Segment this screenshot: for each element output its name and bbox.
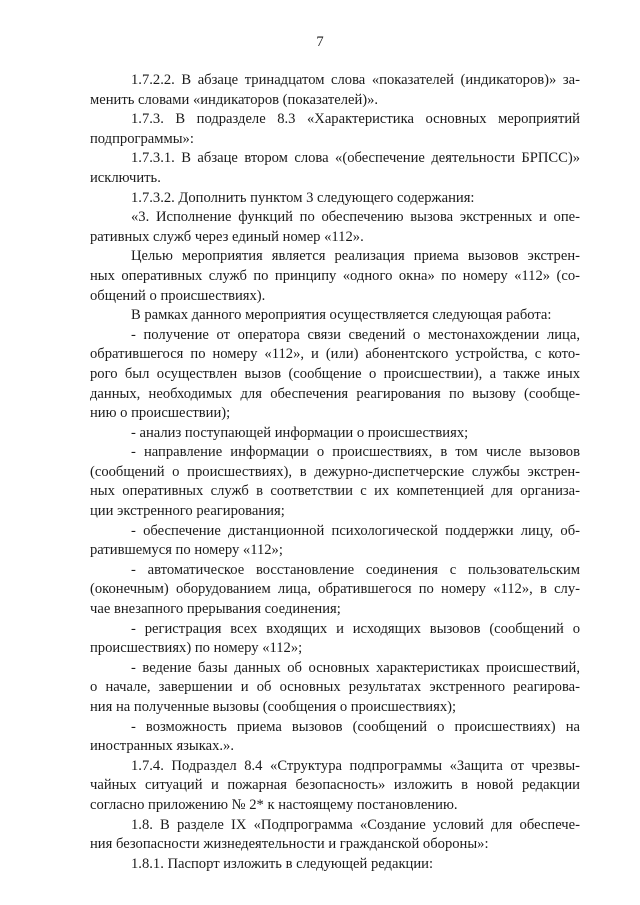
text-line: данных, необходимых для обеспечения реагирования по вызову (сообще- xyxy=(90,385,580,402)
text-line: - направление информации о происшествиях, в том числе вызовов xyxy=(131,444,580,461)
paragraph xyxy=(90,522,580,561)
text-line: - регистрация всех входящих и исходящих вызовов (сообщений о xyxy=(131,620,580,637)
paragraph xyxy=(90,326,580,424)
paragraph xyxy=(90,149,580,188)
text-line: ративных служб через единый номер «112». xyxy=(90,228,364,245)
text-line: - получение от оператора связи сведений о местонахождении лица, xyxy=(131,326,580,343)
paragraph xyxy=(90,247,580,306)
text-line: 1.8.1. Паспорт изложить в следующей редакции: xyxy=(131,855,434,872)
paragraph xyxy=(90,208,580,247)
text-line: чае внезапного прерывания соединения; xyxy=(90,601,341,618)
page-number: 7 xyxy=(316,34,324,50)
text-line: обратившегося по номеру «112», и (или) абонентского устройства, с кото- xyxy=(90,346,580,363)
text-line: рого был осуществлен вызов (сообщение о происшествии), а также иных xyxy=(90,365,580,382)
paragraph xyxy=(90,620,580,659)
text-line: 1.7.4. Подраздел 8.4 «Структура подпрограммы «Защита от чрезвы- xyxy=(131,757,580,774)
text-line: (сообщений о происшествиях), в дежурно-диспетчерские службы экстрен- xyxy=(90,463,580,480)
text-line: «3. Исполнение функций по обеспечению вызова экстренных и опе- xyxy=(131,209,580,226)
text-line: 1.7.2.2. В абзаце тринадцатом слова «показателей (индикаторов)» за- xyxy=(131,72,580,88)
text-line: В рамках данного мероприятия осуществляется следующая работа: xyxy=(131,307,552,324)
paragraph xyxy=(90,189,580,209)
text-line: 1.8. В разделе IX «Подпрограмма «Создание условий для обеспече- xyxy=(131,816,580,833)
paragraph xyxy=(90,110,580,149)
text-line: чайных ситуаций и пожарная безопасность» изложить в новой редакции xyxy=(90,777,580,794)
text-line: - автоматическое восстановление соединения с пользовательским xyxy=(131,561,580,578)
text-line: общений о происшествиях). xyxy=(90,287,266,304)
text-line: 1.7.3.1. В абзаце втором слова «(обеспечение деятельности БРПСС)» xyxy=(131,150,580,167)
paragraph xyxy=(90,424,580,444)
paragraph xyxy=(90,816,580,855)
paragraph xyxy=(90,71,580,110)
text-line: подпрограммы»: xyxy=(90,130,194,147)
paragraph xyxy=(90,659,580,718)
text-line: ния на полученные вызовы (сообщения о происшествиях); xyxy=(90,699,457,715)
text-line: (оконечным) оборудованием лица, обратившегося по номеру «112», в слу- xyxy=(90,581,580,598)
text-line: иностранных языках.». xyxy=(90,738,234,755)
paragraph xyxy=(90,561,580,620)
paragraph xyxy=(90,443,580,521)
text-line: ратившемуся по номеру «112»; xyxy=(90,542,283,559)
text-line: - анализ поступающей информации о происшествиях; xyxy=(131,424,469,441)
text-line: - обеспечение дистанционной психологической поддержки лицу, об- xyxy=(131,522,580,539)
paragraph xyxy=(90,757,580,816)
text-line: о начале, завершении и об основных результатах экстренного реагирова- xyxy=(90,679,580,696)
text-line: ции экстренного реагирования; xyxy=(90,503,285,520)
text-line: ных оперативных служб в соответствии с их компетенцией для организа- xyxy=(90,483,580,500)
text-line: 1.7.3.2. Дополнить пунктом 3 следующего содержания: xyxy=(131,189,475,206)
paragraph xyxy=(90,855,580,875)
document-body xyxy=(90,71,580,874)
paragraph xyxy=(90,718,580,757)
text-line: - возможность приема вызовов (сообщений о происшествиях) на xyxy=(131,718,580,735)
text-line: - ведение базы данных об основных характеристиках происшествий, xyxy=(131,659,580,676)
text-line: происшествиях) по номеру «112»; xyxy=(90,640,303,657)
text-line: согласно приложению № 2* к настоящему постановлению. xyxy=(90,796,458,813)
paragraph xyxy=(90,306,580,326)
text-line: 1.7.3. В подразделе 8.3 «Характеристика основных мероприятий xyxy=(131,111,580,128)
text-line: менить словами «индикаторов (показателей)». xyxy=(90,91,379,108)
text-line: ных оперативных служб по принципу «одного окна» по номеру «112» (со- xyxy=(90,267,580,284)
text-line: ния безопасности жизнедеятельности и гражданской обороны»: xyxy=(90,836,489,853)
text-line: нию о происшествии); xyxy=(90,405,231,422)
text-line: Целью мероприятия является реализация приема вызовов экстрен- xyxy=(131,248,580,265)
text-line: исключить. xyxy=(90,169,161,186)
